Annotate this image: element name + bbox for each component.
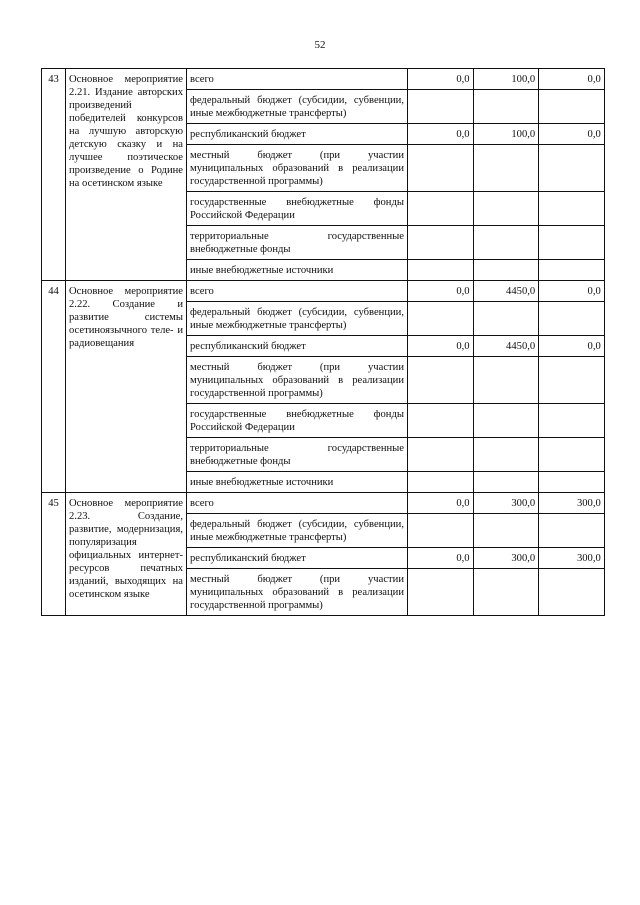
amount-cell: [473, 438, 539, 472]
amount-cell: 300,0: [473, 548, 539, 569]
amount-cell: [408, 438, 474, 472]
amount-cell: [539, 145, 605, 192]
amount-cell: [473, 302, 539, 336]
activity-title: Основное мероприятие 2.23. Создание, развитие, модернизация, популяризация официальных интернет-ресурсов печатных изданий, выходящих на осетинском языке: [66, 493, 187, 616]
amount-cell: [473, 569, 539, 616]
page-number: 52: [314, 39, 326, 51]
amount-cell: [473, 404, 539, 438]
amount-cell: [539, 404, 605, 438]
amount-cell: 0,0: [539, 124, 605, 145]
amount-cell: [539, 302, 605, 336]
amount-cell: [539, 192, 605, 226]
funding-source: всего: [187, 281, 408, 302]
amount-cell: [408, 145, 474, 192]
amount-cell: [539, 438, 605, 472]
amount-cell: [408, 472, 474, 493]
funding-source: местный бюджет (при участии муниципальных образований в реализации государственной программы): [187, 357, 408, 404]
activity-title: Основное мероприятие 2.21. Издание авторских произведений победителей конкурсов на лучшую авторскую детскую сказку и на лучшее поэтическое произведение о Родине на осетинском языке: [66, 69, 187, 281]
amount-cell: [539, 514, 605, 548]
amount-cell: 0,0: [408, 124, 474, 145]
amount-cell: 4450,0: [473, 336, 539, 357]
amount-cell: [473, 226, 539, 260]
amount-cell: [539, 90, 605, 124]
amount-cell: [473, 145, 539, 192]
funding-source: федеральный бюджет (субсидии, субвенции, иные межбюджетные трансферты): [187, 514, 408, 548]
amount-cell: 0,0: [408, 493, 474, 514]
amount-cell: [539, 357, 605, 404]
amount-cell: [408, 357, 474, 404]
amount-cell: 0,0: [539, 336, 605, 357]
amount-cell: [539, 226, 605, 260]
funding-source: территориальные государственные внебюджетные фонды: [187, 438, 408, 472]
amount-cell: [408, 404, 474, 438]
row-number: 43: [42, 69, 66, 281]
funding-source: всего: [187, 69, 408, 90]
amount-cell: 300,0: [539, 548, 605, 569]
amount-cell: [473, 357, 539, 404]
funding-source: территориальные государственные внебюджетные фонды: [187, 226, 408, 260]
amount-cell: 4450,0: [473, 281, 539, 302]
funding-source: государственные внебюджетные фонды Российской Федерации: [187, 404, 408, 438]
amount-cell: [408, 226, 474, 260]
funding-source: государственные внебюджетные фонды Российской Федерации: [187, 192, 408, 226]
amount-cell: 300,0: [473, 493, 539, 514]
funding-source: иные внебюджетные источники: [187, 472, 408, 493]
funding-source: иные внебюджетные источники: [187, 260, 408, 281]
amount-cell: [408, 260, 474, 281]
amount-cell: [473, 90, 539, 124]
amount-cell: [408, 569, 474, 616]
amount-cell: [408, 514, 474, 548]
amount-cell: 0,0: [539, 69, 605, 90]
amount-cell: [473, 260, 539, 281]
amount-cell: [539, 472, 605, 493]
amount-cell: 0,0: [539, 281, 605, 302]
row-number: 44: [42, 281, 66, 493]
amount-cell: 0,0: [408, 281, 474, 302]
funding-table: [41, 68, 605, 616]
funding-source: республиканский бюджет: [187, 336, 408, 357]
amount-cell: [473, 472, 539, 493]
funding-source: республиканский бюджет: [187, 124, 408, 145]
amount-cell: 100,0: [473, 124, 539, 145]
row-number: 45: [42, 493, 66, 616]
activity-title: Основное мероприятие 2.22. Создание и развитие системы осетиноязычного теле- и радиовещания: [66, 281, 187, 493]
amount-cell: 300,0: [539, 493, 605, 514]
amount-cell: 0,0: [408, 548, 474, 569]
funding-source: местный бюджет (при участии муниципальных образований в реализации государственной программы): [187, 569, 408, 616]
amount-cell: [473, 514, 539, 548]
table-row: [42, 493, 605, 514]
amount-cell: [408, 192, 474, 226]
table-row: [42, 281, 605, 302]
amount-cell: [539, 260, 605, 281]
amount-cell: 0,0: [408, 336, 474, 357]
amount-cell: [473, 192, 539, 226]
amount-cell: 0,0: [408, 69, 474, 90]
funding-source: местный бюджет (при участии муниципальных образований в реализации государственной программы): [187, 145, 408, 192]
amount-cell: [539, 569, 605, 616]
funding-source: федеральный бюджет (субсидии, субвенции, иные межбюджетные трансферты): [187, 302, 408, 336]
amount-cell: [408, 302, 474, 336]
funding-source: всего: [187, 493, 408, 514]
amount-cell: 100,0: [473, 69, 539, 90]
table-row: [42, 69, 605, 90]
amount-cell: [408, 90, 474, 124]
funding-source: республиканский бюджет: [187, 548, 408, 569]
funding-source: федеральный бюджет (субсидии, субвенции, иные межбюджетные трансферты): [187, 90, 408, 124]
